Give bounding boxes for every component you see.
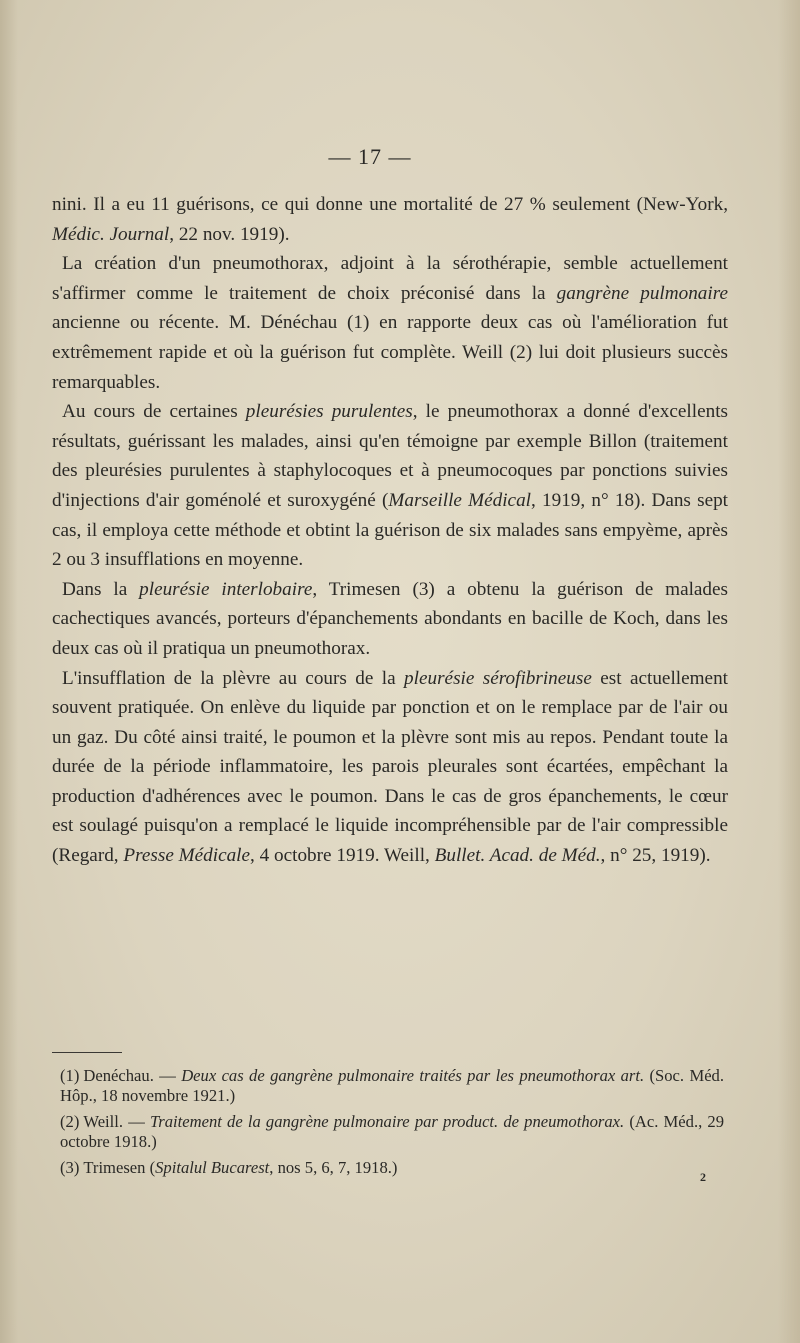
- paragraph: [52, 190, 728, 249]
- body-text: [52, 190, 728, 871]
- footnote-text-run: , nos 5, 6, 7, 1918.): [269, 1158, 398, 1177]
- paragraph: [52, 397, 728, 575]
- text-run: Au cours de certaines: [62, 401, 246, 423]
- footnote-separator: [52, 1052, 122, 1053]
- footnotes: [60, 1066, 724, 1184]
- footnote: [60, 1158, 724, 1178]
- text-run: Dans la: [62, 578, 140, 600]
- text-run: , le pneumothorax a donné d'excellents résultats, guérissant les malades, ainsi qu'en témoigne par exemple Billon (traitement des pleurésies purulentes à staphylocoques et à pneumocoques par ponctions suivies d'injections d'air goménolé et suroxygéné (: [52, 401, 728, 511]
- footnote-text-run: Weill. —: [83, 1112, 150, 1131]
- italic-text: Bullet. Acad. de Méd.: [434, 845, 601, 867]
- paragraph: [52, 664, 728, 871]
- page-edge-shadow-left: [0, 0, 18, 1343]
- italic-text: Médic. Journal: [52, 223, 170, 245]
- footnote-text-run: (Soc. Méd. Hôp., 18 novembre 1921.): [60, 1066, 725, 1105]
- page-edge-shadow-right: [778, 0, 800, 1343]
- italic-text: Presse Médicale: [123, 845, 251, 867]
- page-number: — 17 —: [328, 144, 412, 169]
- text-run: nini. Il a eu 11 guérisons, ce qui donne une mortalité de 27 % seulement (New-York,: [52, 194, 728, 215]
- text-run: , n° 25, 1919).: [600, 845, 711, 867]
- footnote: [60, 1112, 724, 1152]
- text-run: , 4 octobre 1919. Weill,: [250, 845, 435, 867]
- signature-mark: 2: [700, 1170, 706, 1184]
- footnote-number: (3): [60, 1158, 80, 1177]
- text-run: , 1919, n° 18). Dans sept cas, il employa cette méthode et obtint la guérison de six malades sans empyème, après 2 ou 3 insufflations en moyenne.: [52, 489, 729, 571]
- footnote-text-run: Denéchau. —: [83, 1066, 182, 1085]
- text-run: La création d'un pneumothorax, adjoint à la sérothérapie, semble actuellement s'affirmer comme le traitement de choix préconisé dans la: [52, 253, 728, 304]
- text-run: ancienne ou récente. M. Dénéchau (1) en rapporte deux cas où l'amélioration fut extrêmement rapide et où la guérison fut complète. Weill (2) lui doit plusieurs succès remarquables.: [52, 312, 728, 393]
- footnote-italic-text: Traitement de la gangrène pulmonaire par product. de pneumothorax.: [149, 1112, 625, 1131]
- italic-text: pleurésie sérofibrineuse: [404, 667, 592, 689]
- italic-text: Marseille Médical: [388, 489, 531, 511]
- footnote: [60, 1066, 724, 1106]
- footnote-number: (2): [60, 1112, 80, 1131]
- text-run: est actuellement souvent pratiquée. On enlève du liquide par ponction et on le remplace par de l'air ou un gaz. Du côté ainsi traité, le poumon et la plèvre sont mis au repos. Pendant toute la durée de la période inflammatoire, les parois pleurales sont écartées, empêchant la production d'adhérences avec le poumon. Dans le cas de gros épanchements, le cœur est soulagé puisqu'on a remplacé le liquide incompréhensible par de l'air compressible (Regard,: [52, 667, 728, 867]
- text-run: , 22 nov. 1919).: [169, 223, 290, 245]
- paragraph: [52, 575, 728, 664]
- footnote-italic-text: Deux cas de gangrène pulmonaire traités par les pneumothorax art.: [181, 1066, 645, 1085]
- footnote-text-run: (Ac. Méd., 29 octobre 1918.): [60, 1112, 725, 1151]
- paragraph: [52, 249, 728, 397]
- italic-text: gangrène pulmonaire: [556, 282, 728, 304]
- footnote-number: (1): [60, 1066, 80, 1085]
- italic-text: pleurésies purulentes: [245, 401, 413, 423]
- footnote-text-run: Trimesen (: [83, 1158, 156, 1177]
- footnote-italic-text: Spitalul Bucarest: [155, 1158, 270, 1177]
- italic-text: pleurésie interlobaire: [139, 578, 313, 600]
- text-run: L'insufflation de la plèvre au cours de la: [62, 667, 405, 689]
- text-run: , Trimesen (3) a obtenu la guérison de malades cachectiques avancés, porteurs d'épanchements abondants en bacille de Koch, dans les deux cas où il pratiqua un pneumothorax.: [52, 578, 729, 659]
